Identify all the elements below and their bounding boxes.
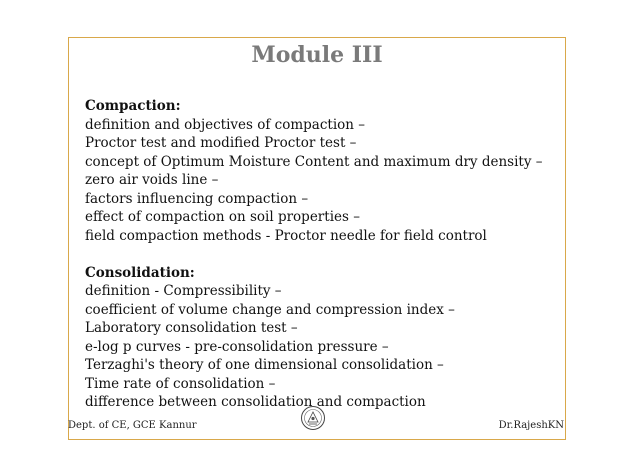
content-line: e-log p curves - pre-consolidation pressure – [85,338,389,355]
college-emblem-svg [300,405,326,431]
content-line: definition - Compressibility – [85,283,282,299]
content-line: definition and objectives of compaction – [85,116,366,133]
college-emblem-icon [300,405,326,431]
content-line: Terzaghi's theory of one dimensional consolidation – [85,357,444,373]
section-compaction [85,97,555,245]
content-line: concept of Optimum Moisture Content and maximum dry density – [85,153,543,170]
slide-content [85,97,555,412]
footer-department: Dept. of CE, GCE Kannur [68,420,197,431]
content-line: difference between consolidation and compaction [85,394,426,410]
content-line: Proctor test and modified Proctor test – [85,135,357,151]
section-spacer [85,245,555,264]
content-line: Time rate of consolidation – [85,375,276,392]
content-line: factors influencing compaction – [85,190,309,207]
section-consolidation [85,264,555,412]
content-line: Laboratory consolidation test – [85,320,298,336]
section-heading: Compaction: [85,98,181,114]
content-line: effect of compaction on soil properties – [85,209,360,225]
content-line: zero air voids line – [85,172,219,188]
footer-author: Dr.RajeshKN [498,420,564,431]
content-line: coefficient of volume change and compression index – [85,301,455,318]
content-line: field compaction methods - Proctor needle for field control [85,227,487,244]
section-heading: Consolidation: [85,264,195,281]
slide-title: Module III [251,42,383,68]
